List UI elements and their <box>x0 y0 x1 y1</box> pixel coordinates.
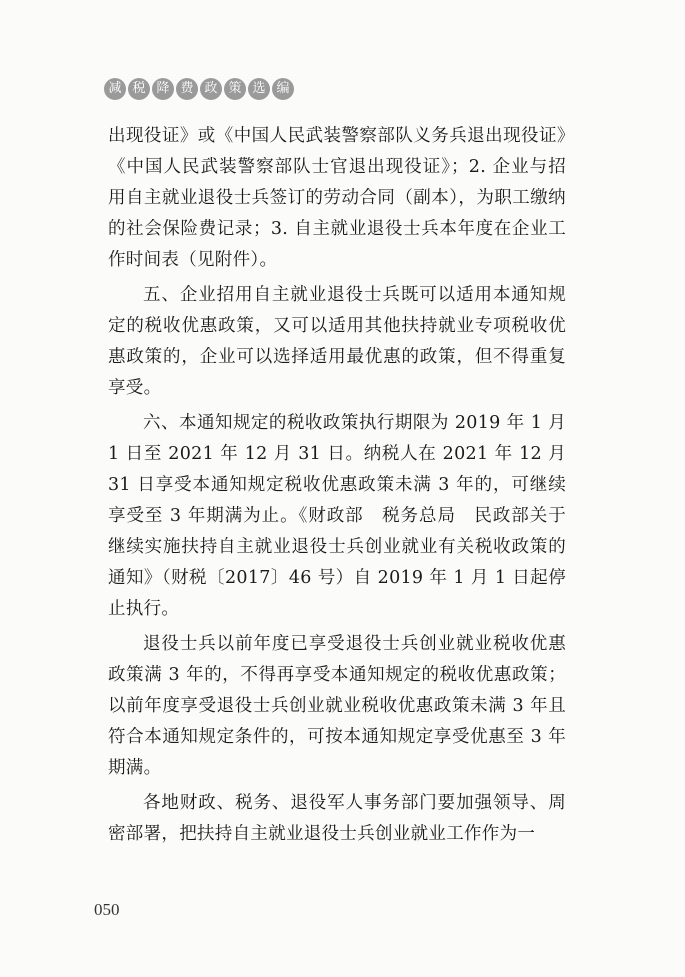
document-body <box>108 121 566 854</box>
paragraph-departments: 各地财政、税务、退役军人事务部门要加强领导、周密部署，把扶持自主就业退役士兵创业就业工作作为一 <box>108 793 566 844</box>
page-number: 050 <box>94 900 120 919</box>
header-char: 费 <box>176 78 198 100</box>
book-title-header <box>104 78 294 100</box>
paragraph-continuation: 出现役证》或《中国人民武装警察部队义务兵退出现役证》《中国人民武装警察部队士官退出现役证》；2. 企业与招用自主就业退役士兵签订的劳动合同（副本），为职工缴纳的社会保险费记录；3. 自主就业退役士兵本年度在企业工作时间表（见附件）。 <box>108 126 566 270</box>
header-char: 减 <box>104 78 126 100</box>
header-char: 税 <box>128 78 150 100</box>
header-char: 政 <box>200 78 222 100</box>
paragraph-item-5: 五、企业招用自主就业退役士兵既可以适用本通知规定的税收优惠政策，又可以适用其他扶持就业专项税收优惠政策的，企业可以选择适用最优惠的政策，但不得重复享受。 <box>108 285 566 398</box>
header-char: 选 <box>248 78 270 100</box>
header-char: 策 <box>224 78 246 100</box>
header-char: 降 <box>152 78 174 100</box>
header-char: 编 <box>272 78 294 100</box>
paragraph-veterans: 退役士兵以前年度已享受退役士兵创业就业税收优惠政策满 3 年的，不得再享受本通知规定的税收优惠政策；以前年度享受退役士兵创业就业税收优惠政策未满 3 年且符合本通知规定条件的，可按本通知规定享受优惠至 3 年期满。 <box>108 634 566 778</box>
paragraph-item-6: 六、本通知规定的税收政策执行期限为 2019 年 1 月 1 日至 2021 年 12 月 31 日。纳税人在 2021 年 12 月 31 日享受本通知规定税收优惠政策未满 3 年的，可继续享受至 3 年期满为止。《财政部 税务总局 民政部关于继续实施扶持自主就业退役士兵创业就业有关税收政策的通知》（财税〔2017〕46 号）自 2019 年 1 月 1 日起停止执行。 <box>108 413 566 619</box>
